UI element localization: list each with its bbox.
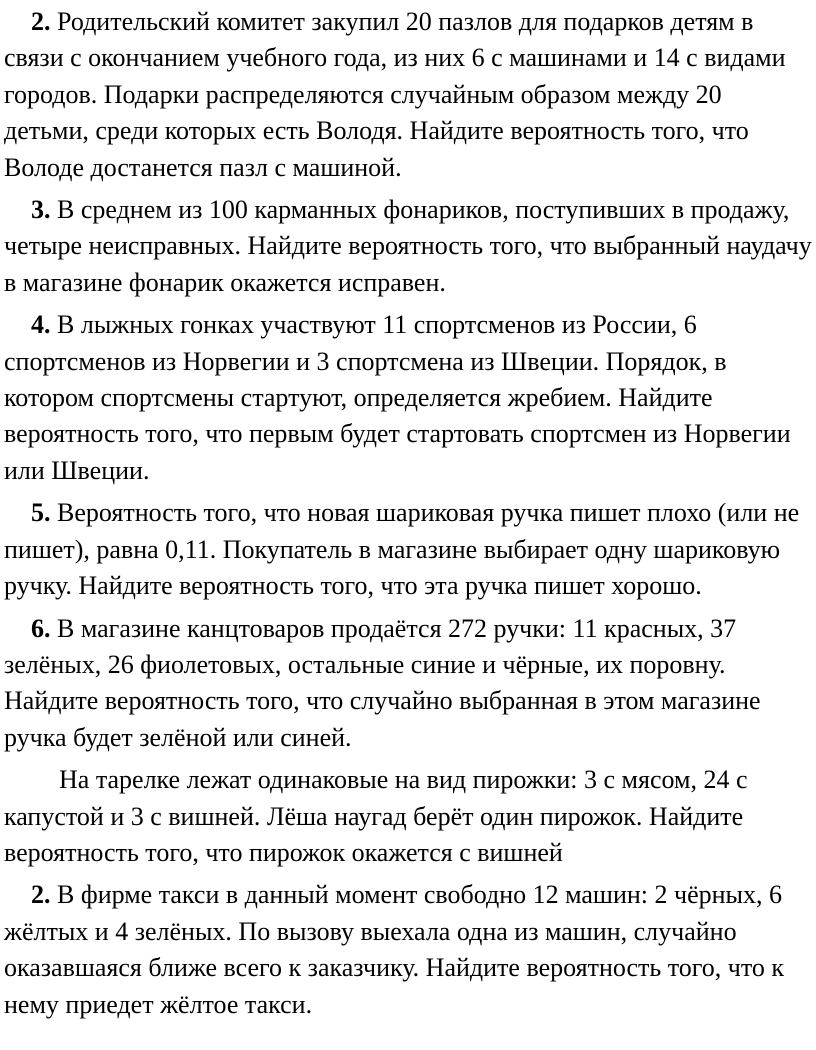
problem-text: Родительский комитет закупил 20 пазлов для подарков детям в связи с окончанием учебного года, из них 6 с машинами и 14 с видами городов. Подарки распределяются случайным образом между 20 детьми, среди которых есть Володя. Найдите вероятность того, что Володе достанется пазл с машиной.: [4, 7, 786, 182]
problem-flashlights: [4, 192, 812, 301]
problem-stationery-store: [4, 611, 812, 757]
problem-text: В магазине канцтоваров продаётся 272 ручки: 11 красных, 37 зелёных, 26 фиолетовых, остальные синие и чёрные, их поровну. Найдите вероятность того, что случайно выбранная в этом магазине ручка будет зелёной или синей.: [4, 613, 761, 752]
problem-number: 2.: [31, 880, 51, 910]
problem-number: 2.: [31, 7, 51, 36]
problem-ski-race: [4, 307, 812, 489]
problem-text: В лыжных гонках участвуют 11 спортсменов из России, 6 спортсменов из Норвегии и 3 спортсмена из Швеции. Порядок, в котором спортсмены стартуют, определяется жребием. Найдите вероятность того, что первым будет стартовать спортсмен из Норвегии или Швеции.: [4, 310, 791, 485]
problem-pies: [4, 762, 812, 871]
problem-text: В фирме такси в данный момент свободно 12 машин: 2 чёрных, 6 жёлтых и 4 зелёных. По вызову выехала одна из машин, случайно оказавшаяся ближе всего к заказчику. Найдите вероятность того, что к нему приедет жёлтое такси.: [4, 880, 785, 1019]
problem-text: На тарелке лежат одинаковые на вид пирожки: 3 с мясом, 24 с капустой и 3 с вишней. Лёша наугад берёт один пирожок. Найдите вероятность того, что пирожок окажется с вишней: [4, 765, 748, 867]
problem-number: 6.: [31, 613, 51, 643]
problem-number: 3.: [31, 195, 51, 225]
problem-text: В среднем из 100 карманных фонариков, поступивших в продажу, четыре неисправных. Найдите вероятность того, что выбранный наудачу в магазине фонарик окажется исправен.: [4, 195, 812, 297]
problem-taxi-puzzles: [4, 4, 812, 186]
problem-number: 4.: [31, 310, 51, 340]
problem-ballpoint-pen: [4, 495, 812, 604]
problem-number: 5.: [31, 498, 51, 528]
problem-text: Вероятность того, что новая шариковая ручка пишет плохо (или не пишет), равна 0,11. Покупатель в магазине выбирает одну шариковую ручку. Найдите вероятность того, что эта ручка пишет хорошо.: [4, 498, 800, 601]
problem-taxi-company: [4, 877, 812, 1023]
